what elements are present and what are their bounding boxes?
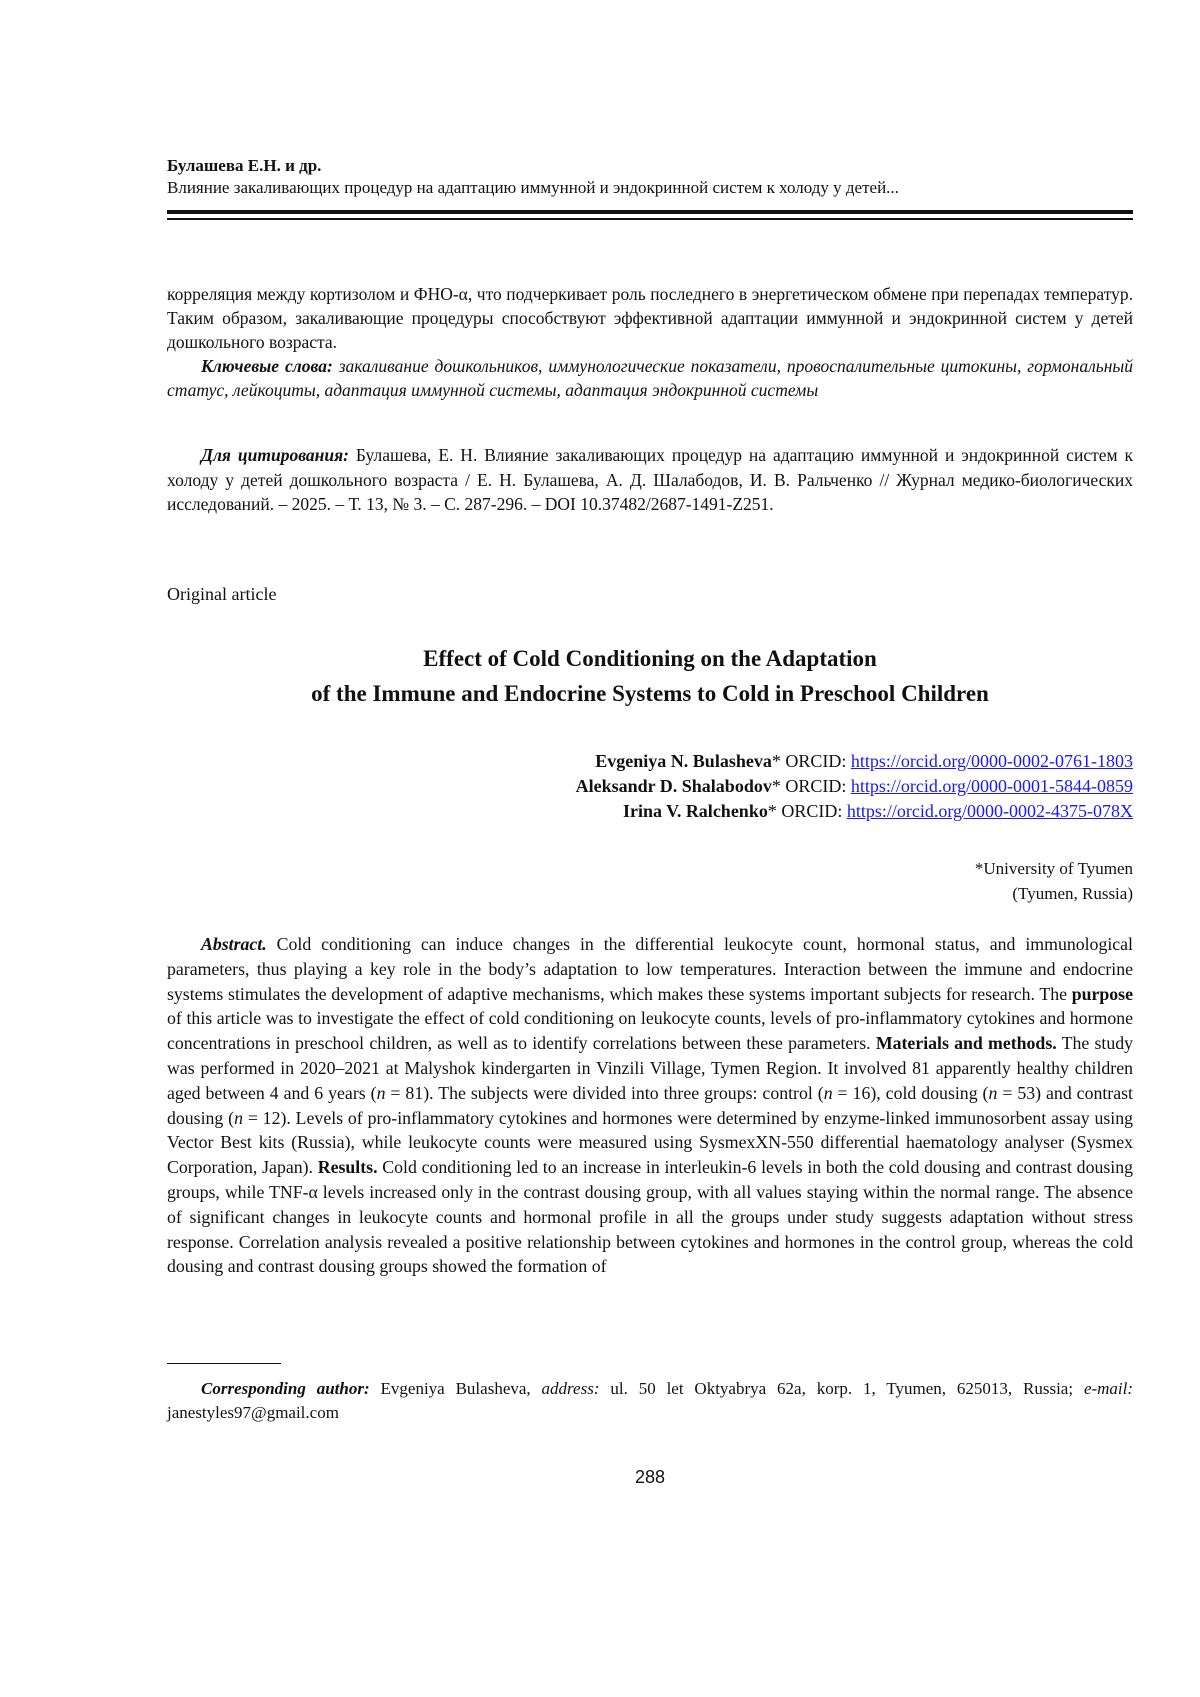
keywords-paragraph: [167, 354, 1133, 402]
author-marker: * ORCID:: [768, 801, 847, 821]
title-line-2: of the Immune and Endocrine Systems to Cold in Preschool Children: [167, 676, 1133, 711]
n-symbol: n: [377, 1083, 386, 1103]
russian-abstract-end: [167, 282, 1133, 402]
affiliation-line-1: *University of Tyumen: [975, 856, 1133, 881]
author-marker: * ORCID:: [772, 776, 851, 796]
abstract-text: = 12). Levels of pro-inflammatory cytokines and hormones were determined by enzyme-linked immunosorbent assay using Vector Best kits (Russia), while leukocyte counts were measured using SysmexXN-550 differential haematology analyser (Sysmex Corporation, Japan).: [167, 1108, 1133, 1178]
citation-paragraph: [167, 443, 1133, 517]
author-entry: [576, 799, 1133, 824]
purpose-label: purpose: [1072, 984, 1133, 1004]
orcid-link[interactable]: https://orcid.org/0000-0001-5844-0859: [851, 776, 1133, 796]
english-abstract: [167, 932, 1133, 1279]
keywords-label: Ключевые слова:: [201, 356, 333, 376]
email-label: e-mail:: [1084, 1379, 1133, 1398]
n-symbol: n: [824, 1083, 833, 1103]
corresponding-author-name: Evgeniya Bulasheva,: [381, 1379, 531, 1398]
title-line-1: Effect of Cold Conditioning on the Adaptation: [167, 641, 1133, 676]
abstract-text: = 16), cold dousing (: [833, 1083, 989, 1103]
page-number: 288: [167, 1467, 1133, 1488]
citation-block: [167, 443, 1133, 517]
author-name: Irina V. Ralchenko: [623, 801, 768, 821]
author-name: Aleksandr D. Shalabodov: [576, 776, 772, 796]
author-entry: [576, 774, 1133, 799]
author-marker: * ORCID:: [772, 751, 851, 771]
abstract-text: = 81). The subjects were divided into three groups: control (: [385, 1083, 823, 1103]
abstract-text: Cold conditioning can induce changes in the differential leukocyte count, hormonal status, and immunological parameters, thus playing a key role in the body’s adaptation to low temperatures. Interaction between the immune and endocrine systems stimulates the development of adaptive mechanisms, which makes these systems important subjects for research. The: [167, 934, 1133, 1004]
address-text: ul. 50 let Oktyabrya 62a, korp. 1, Tyumen, 625013, Russia;: [610, 1379, 1073, 1398]
methods-label: Materials and methods.: [876, 1033, 1057, 1053]
article-type: Original article: [167, 584, 276, 605]
citation-text: Булашева, Е. Н. Влияние закаливающих процедур на адаптацию иммунной и эндокринной систем к холоду у детей дошкольного возраста / Е. Н. Булашева, А. Д. Шалабодов, И. В. Ральченко // Журнал медико-биологических исследований. – 2025. – Т. 13, № 3. – С. 287-296. – DOI 10.37482/2687-1491-Z251.: [167, 445, 1133, 514]
address-label: address:: [542, 1379, 600, 1398]
article-title: [167, 641, 1133, 711]
author-name: Evgeniya N. Bulasheva: [595, 751, 772, 771]
abstract-text: Cold conditioning led to an increase in interleukin-6 levels in both the cold dousing and contrast dousing groups, while TNF-α levels increased only in the contrast dousing group, with all values staying within the normal range. The absence of significant changes in leukocyte counts and hormonal profile in all the groups under study suggests adaptation without stress response. Correlation analysis revealed a positive relationship between cytokines and hormones in the control group, whereas the cold dousing and contrast dousing groups showed the formation of: [167, 1157, 1133, 1276]
header-rule-thin: [167, 218, 1133, 220]
header-rule-thick: [167, 210, 1133, 214]
footnote-rule: [167, 1363, 281, 1364]
keywords-text: закаливание дошкольников, иммунологические показатели, провоспалительные цитокины, гормональный статус, лейкоциты, адаптация иммунной системы, адаптация эндокринной системы: [167, 356, 1133, 400]
footnote: [167, 1377, 1133, 1424]
abstract-text: The study was performed in 2020–2021 at Malyshok kindergarten in Vinzili Village, Tymen Region. It involved 81 apparently healthy children aged between 4 and 6 years (: [167, 1033, 1133, 1103]
corresponding-author-label: Corresponding author:: [201, 1379, 370, 1398]
affiliation: [975, 856, 1133, 906]
n-symbol: n: [988, 1083, 997, 1103]
citation-label: Для цитирования:: [201, 445, 349, 465]
email-address: janestyles97@gmail.com: [167, 1403, 339, 1422]
abstract-text: of this article was to investigate the effect of cold conditioning on leukocyte counts, levels of pro-inflammatory cytokines and hormone concentrations in preschool children, as well as to identify correlations between these parameters.: [167, 1008, 1133, 1053]
orcid-link[interactable]: https://orcid.org/0000-0002-0761-1803: [851, 751, 1133, 771]
running-header-title: Влияние закаливающих процедур на адаптацию иммунной и эндокринной систем к холоду у детей...: [167, 178, 899, 198]
author-entry: [576, 749, 1133, 774]
author-list: [576, 749, 1133, 824]
footnote-paragraph: [167, 1377, 1133, 1424]
abstract-text: = 53) and contrast dousing (: [167, 1083, 1133, 1128]
affiliation-line-2: (Tyumen, Russia): [975, 881, 1133, 906]
orcid-link[interactable]: https://orcid.org/0000-0002-4375-078X: [847, 801, 1133, 821]
abstract-paragraph: [167, 932, 1133, 1279]
abstract-label: Abstract.: [201, 934, 267, 954]
russian-abstract-text: корреляция между кортизолом и ФНО-α, что подчеркивает роль последнего в энергетическом обмене при перепадах температур. Таким образом, закаливающие процедуры способствуют эффективной адаптации иммунной и эндокринной систем у детей дошкольного возраста.: [167, 282, 1133, 354]
results-label: Results.: [318, 1157, 378, 1177]
n-symbol: n: [234, 1108, 243, 1128]
running-header-author: Булашева Е.Н. и др.: [167, 156, 321, 176]
